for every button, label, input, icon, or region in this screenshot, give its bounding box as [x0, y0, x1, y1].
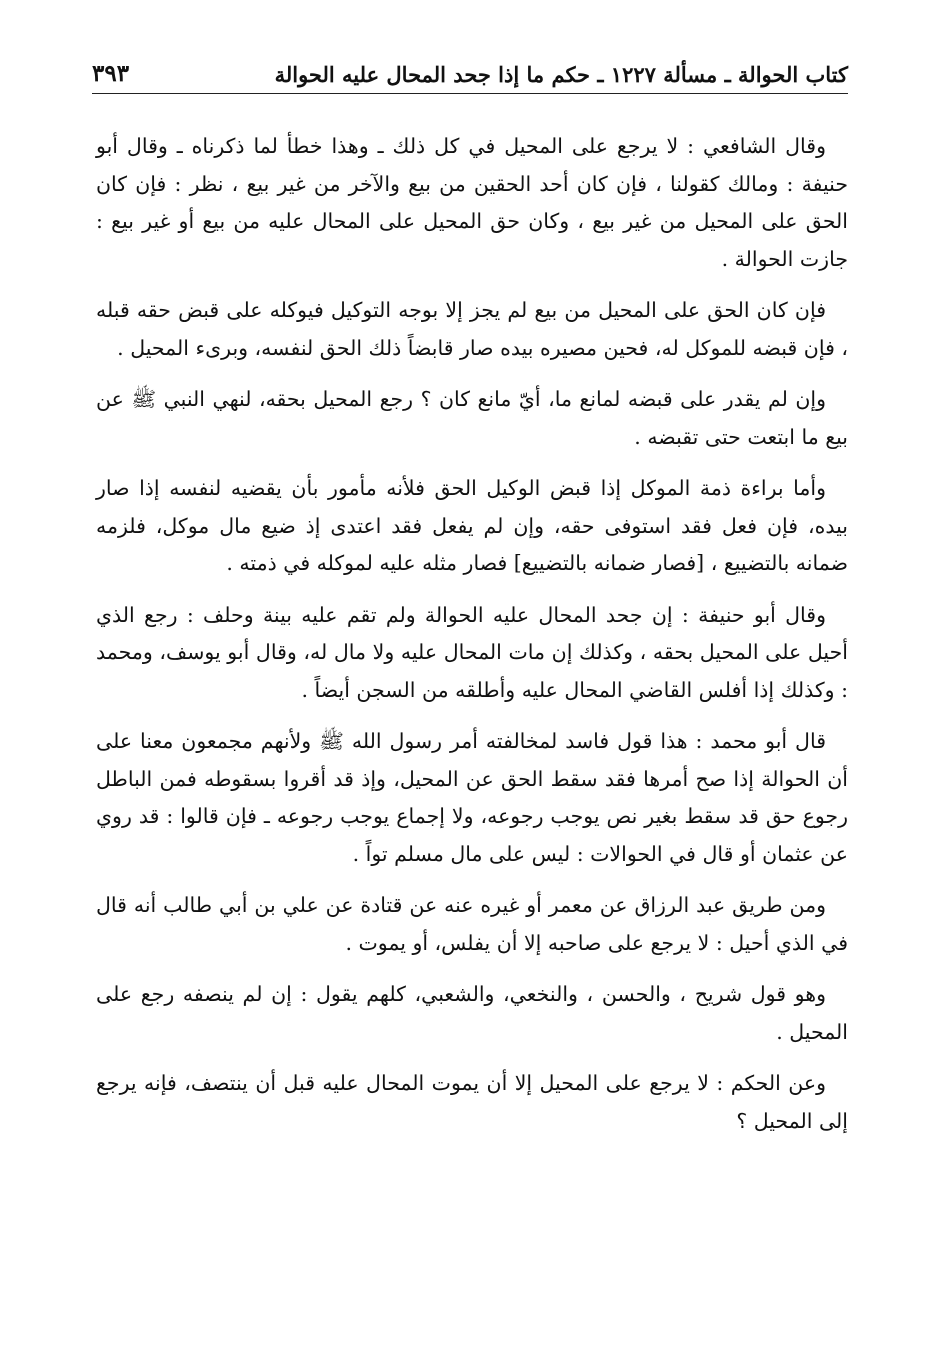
paragraph-text: فإن كان الحق على المحيل من بيع لم يجز إلا بوجه التوكيل فيوكله على قبض حقه قبله ، فإن قبضه للموكل له، فحين مصيره بيده صار قابضاً ذلك الحق لنفسه، وبرىء المحيل . [96, 298, 848, 360]
paragraph-text: وعن الحكم : لا يرجع على المحيل إلا أن يموت المحال عليه قبل أن ينتصف، فإنه يرجع إلى المحيل ؟ [96, 1071, 848, 1133]
paragraph-text: وأما براءة ذمة الموكل إذا قبض الوكيل الحق فلأنه مأمور بأن يقضيه لنفسه إذا صار بيده، فإن فعل فقد استوفى حقه، وإن لم يفعل فقد اعتدى إذ ضيع مال موكل، فلزمه ضمانه بالتضييع ، [فصار ضمانه بالتضييع] فصار مثله عليه لموكله في ذمته . [96, 476, 848, 575]
paragraph-text: وإن لم يقدر على قبضه لمانع ما، أيّ مانع كان ؟ رجع المحيل بحقه، لنهي النبي ﷺ عن بيع ما ابتعت حتى تقبضه . [96, 387, 848, 449]
paragraph-6 [96, 723, 848, 873]
paragraph-1 [96, 128, 848, 278]
paragraph-text: ومن طريق عبد الرزاق عن معمر أو غيره عنه عن قتادة عن علي بن أبي طالب أنه قال في الذي أحيل : لا يرجع على صاحبه إلا أن يفلس، أو يموت . [96, 893, 848, 955]
paragraph-3 [96, 381, 848, 456]
running-head: كتاب الحوالة ـ مسألة ١٢٢٧ ـ حكم ما إذا جحد المحال عليه الحوالة [274, 62, 848, 87]
paragraph-text: وهو قول شريح ، والحسن ، والنخعي، والشعبي، كلهم يقول : إن لم ينصفه رجع على المحيل . [96, 982, 848, 1044]
paragraph-5 [96, 597, 848, 710]
page-header [92, 50, 848, 94]
paragraph-8 [96, 976, 848, 1051]
paragraph-2 [96, 292, 848, 367]
paragraph-text: وقال الشافعي : لا يرجع على المحيل في كل ذلك ـ وهذا خطأ لما ذكرناه ـ وقال أبو حنيفة : ومالك كقولنا ، فإن كان أحد الحقين من بيع والآخر من غير بيع ، نظر : فإن كان الحق على المحيل من غير بيع ، وكان حق المحيل على المحال عليه من بيع أو غير بيع : جازت الحوالة . [96, 134, 848, 271]
page-number: ٣٩٣ [92, 60, 130, 87]
paragraph-9 [96, 1065, 848, 1140]
paragraph-7 [96, 887, 848, 962]
paragraph-text: وقال أبو حنيفة : إن جحد المحال عليه الحوالة ولم تقم عليه بينة وحلف : رجع الذي أحيل على المحيل بحقه ، وكذلك إن مات المحال عليه ولا مال له، وقال أبو يوسف، ومحمد : وكذلك إذا أفلس القاضي المحال عليه وأطلقه من السجن أيضاً . [96, 602, 848, 702]
paragraph-4 [96, 470, 848, 583]
paragraph-text: قال أبو محمد : هذا قول فاسد لمخالفته أمر رسول الله ﷺ ولأنهم مجمعون معنا على أن الحوالة إذا صح أمرها فقد سقط الحق عن المحيل، وإذ قد أقروا بسقوطه فمن الباطل رجوع حق قد سقط بغير نص يوجب رجوعه، ولا إجماع يوجب رجوعه ـ فإن قالوا : قد روي عن عثمان أو قال في الحوالات : ليس على مال مسلم تواً . [96, 729, 848, 866]
page-body [96, 128, 848, 1154]
